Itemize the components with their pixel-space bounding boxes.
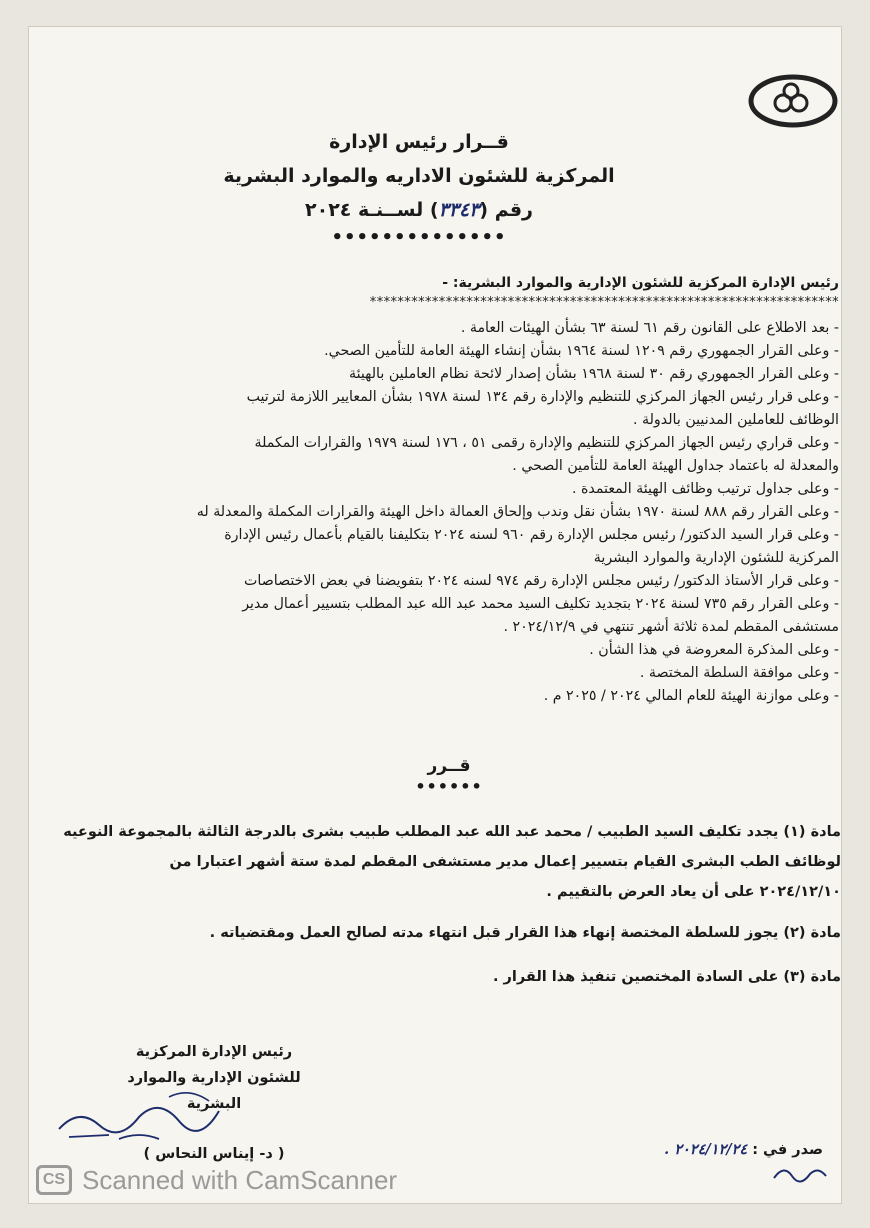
article-1 [29, 817, 841, 907]
article-1-line: ٢٠٢٤/١٢/١٠ على أن يعاد العرض بالتقييم . [546, 884, 841, 900]
clause-line: - وعلى موازنة الهيئة للعام المالي ٢٠٢٤ / ٢٠٢٥ م . [543, 688, 839, 704]
header-line1: قــرار رئيس الإدارة [329, 131, 509, 153]
article-1-line: مادة (١) يجدد تكليف السيد الطبيب / محمد عبد الله عبد المطلب طبيب بشرى بالدرجة الثالثة بالمجموعة النوعيه [63, 824, 841, 840]
decision-number-line [159, 193, 679, 227]
article-1-line: لوظائف الطب البشرى القيام بتسيير إعمال مدير مستشفى المقطم لمدة ستة أشهر اعتبارا من [169, 854, 841, 870]
camscanner-watermark [36, 1160, 397, 1200]
signature-title2: للشئون الإدارية والموارد البشرية [127, 1070, 301, 1112]
article-3: مادة (٣) على السادة المختصين تنفيذ هذا القرار . [493, 969, 841, 985]
decision-title: قــرر [427, 756, 471, 776]
clause-line: الوظائف للعاملين المدنيين بالدولة . [632, 412, 839, 428]
article-2: مادة (٢) يجوز للسلطة المختصة إنهاء هذا القرار قبل انتهاء مدته لصالح العمل ومقتضياته . [209, 925, 841, 941]
number-suffix: ) لســنـة ٢٠٢٤ [305, 199, 439, 221]
issue-date-label: صدر في : [752, 1142, 823, 1158]
clause-line: - وعلى قرار رئيس الجهاز المركزي للتنظيم والإدارة رقم ١٣٤ لسنة ١٩٧٨ بشأن المعايير اللازمة لترتيب [246, 389, 839, 405]
preamble-stars: ******************************************************************** [369, 295, 839, 310]
signature-title1: رئيس الإدارة المركزية [135, 1044, 293, 1060]
clause-line: - بعد الاطلاع على القانون رقم ٦١ لسنة ٦٣ بشأن الهيئات العامة . [460, 320, 839, 336]
clause-line: - وعلى القرار رقم ٧٣٥ لسنة ٢٠٢٤ بتجديد تكليف السيد محمد عبد الله عبد المطلب بتسيير أعمال مدير [242, 596, 839, 612]
clause-line: - وعلى القرار الجمهوري رقم ٣٠ لسنة ١٩٦٨ بشأن إصدار لائحة نظام العاملين بالهيئة [349, 366, 839, 382]
signatory-name: ( د- إيناس النحاس ) [143, 1146, 285, 1162]
decision-dots: •••••• [415, 777, 483, 796]
document-page [28, 26, 842, 1204]
clause-line: - وعلى المذكرة المعروضة في هذا الشأن . [589, 642, 839, 658]
handwritten-number: ٣٣٤٣ [438, 199, 480, 221]
corner-scribble-icon [770, 1158, 830, 1188]
clause-line: مستشفى المقطم لمدة ثلاثة أشهر تنتهي في ٢٠٢٤/١٢/٩ . [503, 619, 839, 635]
clause-line: - وعلى قراري رئيس الجهاز المركزي للتنظيم والإدارة رقمى ٥١ ، ١٧٦ لسنة ١٩٧٩ والقرارات المكملة [254, 435, 839, 451]
clauses-list [77, 317, 839, 708]
watermark-text: Scanned with CamScanner [82, 1164, 398, 1195]
clause-line: - وعلى موافقة السلطة المختصة . [639, 665, 839, 681]
preamble-title: رئيس الإدارة المركزية للشئون الإدارية والموارد البشرية: - [442, 275, 839, 291]
issue-date-value: ٢٠٢٤/١٢/٢٤ . [664, 1141, 748, 1158]
issue-date [653, 1141, 823, 1158]
clause-line: - وعلى قرار السيد الدكتور/ رئيس مجلس الإدارة رقم ٩٦٠ لسنه ٢٠٢٤ بتكليفنا بالقيام بأعمال رئيس الإدارة [224, 527, 839, 543]
clause-line: - وعلى قرار الأستاذ الدكتور/ رئيس مجلس الإدارة رقم ٩٧٤ لسنه ٢٠٢٤ بتفويضنا في بعض الاختصاصات [244, 573, 839, 589]
number-prefix: رقم ( [479, 199, 533, 221]
camscanner-logo-icon: CS [36, 1165, 72, 1195]
header-line2: المركزية للشئون الاداريه والموارد البشرية [223, 165, 615, 187]
decision-header [159, 125, 679, 249]
clause-line: - وعلى القرار الجمهوري رقم ١٢٠٩ لسنة ١٩٦٤ بشأن إنشاء الهيئة العامة للتأمين الصحي. [324, 343, 839, 359]
organization-logo-icon [747, 69, 839, 129]
clause-line: - وعلى القرار رقم ٨٨٨ لسنة ١٩٧٠ بشأن نقل وندب وإلحاق العمالة داخل الهيئة والقرارات المكملة والمعدلة له [196, 504, 839, 520]
clause-line: والمعدلة له باعتماد جداول الهيئة العامة للتأمين الصحي . [512, 458, 839, 474]
clause-line: - وعلى جداول ترتيب وظائف الهيئة المعتمدة . [571, 481, 839, 497]
clause-line: المركزية للشئون الإدارية والموارد البشرية [593, 550, 839, 566]
decision-heading [359, 753, 539, 795]
header-dots: •••••••••••••• [331, 227, 507, 248]
